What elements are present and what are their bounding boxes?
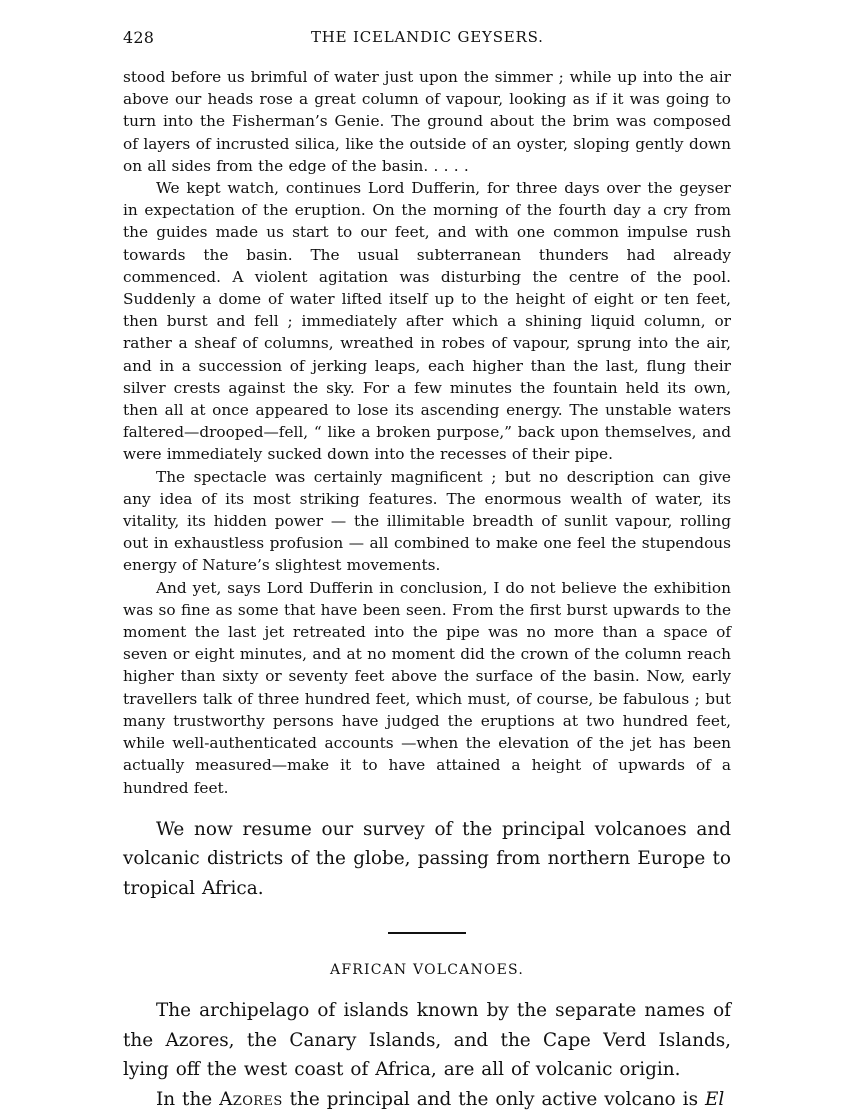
african-paragraph-2 bbox=[123, 1085, 731, 1114]
african-paragraph-2-middle: the principal and the only active volcano is bbox=[282, 1088, 705, 1110]
african-volcanoes-text bbox=[123, 996, 731, 1114]
section-divider bbox=[388, 932, 466, 934]
azores-term: Azores bbox=[219, 1088, 283, 1110]
passage-paragraph-3: The spectacle was certainly magnificent ; but no description can give any idea of its most striking features. The enormous wealth of water, its vitality, its hidden power — the illimitable breadth of sunlit vapour, rolling out in exhaustless profusion — all combined to make one feel the stupendous energy of Nature’s slightest movements. bbox=[123, 467, 731, 575]
geyser-passage bbox=[123, 66, 731, 799]
passage-paragraph-2: We kept watch, continues Lord Dufferin, for three days over the geyser in expectation of the eruption. On the morning of the fourth day a cry from the guides made us start to our feet, and with one common impulse rush towards the basin. The usual subterranean thunders had already commenced. A violent agitation was disturbing the centre of the pool. Suddenly a dome of water lifted itself up to the height of eight or ten feet, then burst and fell ; immediately after which a shining liquid column, or rather a sheaf of columns, wreathed in robes of vapour, sprung into the air, and in a succession of jerking leaps, each higher than the last, flung their silver crests against the sky. For a few minutes the fountain held its own, then all at once appeared to lose its ascending energy. The unstable waters faltered—drooped—fell, “ like a broken purpose,” back upon themselves, and were immediately sucked down into the recesses of their pipe. bbox=[123, 179, 731, 464]
running-header bbox=[123, 28, 731, 56]
african-paragraph-2-start: In the bbox=[156, 1088, 220, 1110]
passage-paragraph-4: And yet, says Lord Dufferin in conclusion, I do not believe the exhibition was so fine as some that have been seen. From the first burst upwards to the moment the last jet retreated into the pipe was no more than a space of seven or eight minutes, and at no moment did the crown of the column reach higher than sixty or seventy feet above the surface of the basin. Now, early travellers talk of three hundred feet, which must, of course, be fabulous ; but many trustworthy persons have judged the eruptions at two hundred feet, while well-authenticated accounts —when the elevation of the jet has been actually measured—make it to have attained a height of upwards of a hundred feet. bbox=[123, 578, 731, 797]
passage-paragraph-1: stood before us brimful of water just upon the simmer ; while up into the air above our heads rose a great column of vapour, looking as if it was going to turn into the Fisherman’s Genie. The ground about the brim was composed of layers of incrusted silica, like the outside of an oyster, sloping gently down on all sides from the edge of the basin. . . . . bbox=[123, 68, 731, 175]
el-term: El bbox=[704, 1088, 725, 1110]
page-number: 428 bbox=[123, 28, 155, 47]
african-paragraph-1: The archipelago of islands known by the separate names of the Azores, the Canary Islands, and the Cape Verd Islands, lying off the west coast of Africa, are all of volcanic origin. bbox=[123, 1000, 731, 1081]
running-title: THE ICELANDIC GEYSERS. bbox=[311, 28, 544, 46]
book-page bbox=[123, 28, 731, 1114]
resume-paragraph: We now resume our survey of the principal volcanoes and volcanic districts of the globe, passing from northern Europe to tropical Africa. bbox=[123, 818, 731, 899]
section-heading: AFRICAN VOLCANOES. bbox=[330, 962, 524, 979]
